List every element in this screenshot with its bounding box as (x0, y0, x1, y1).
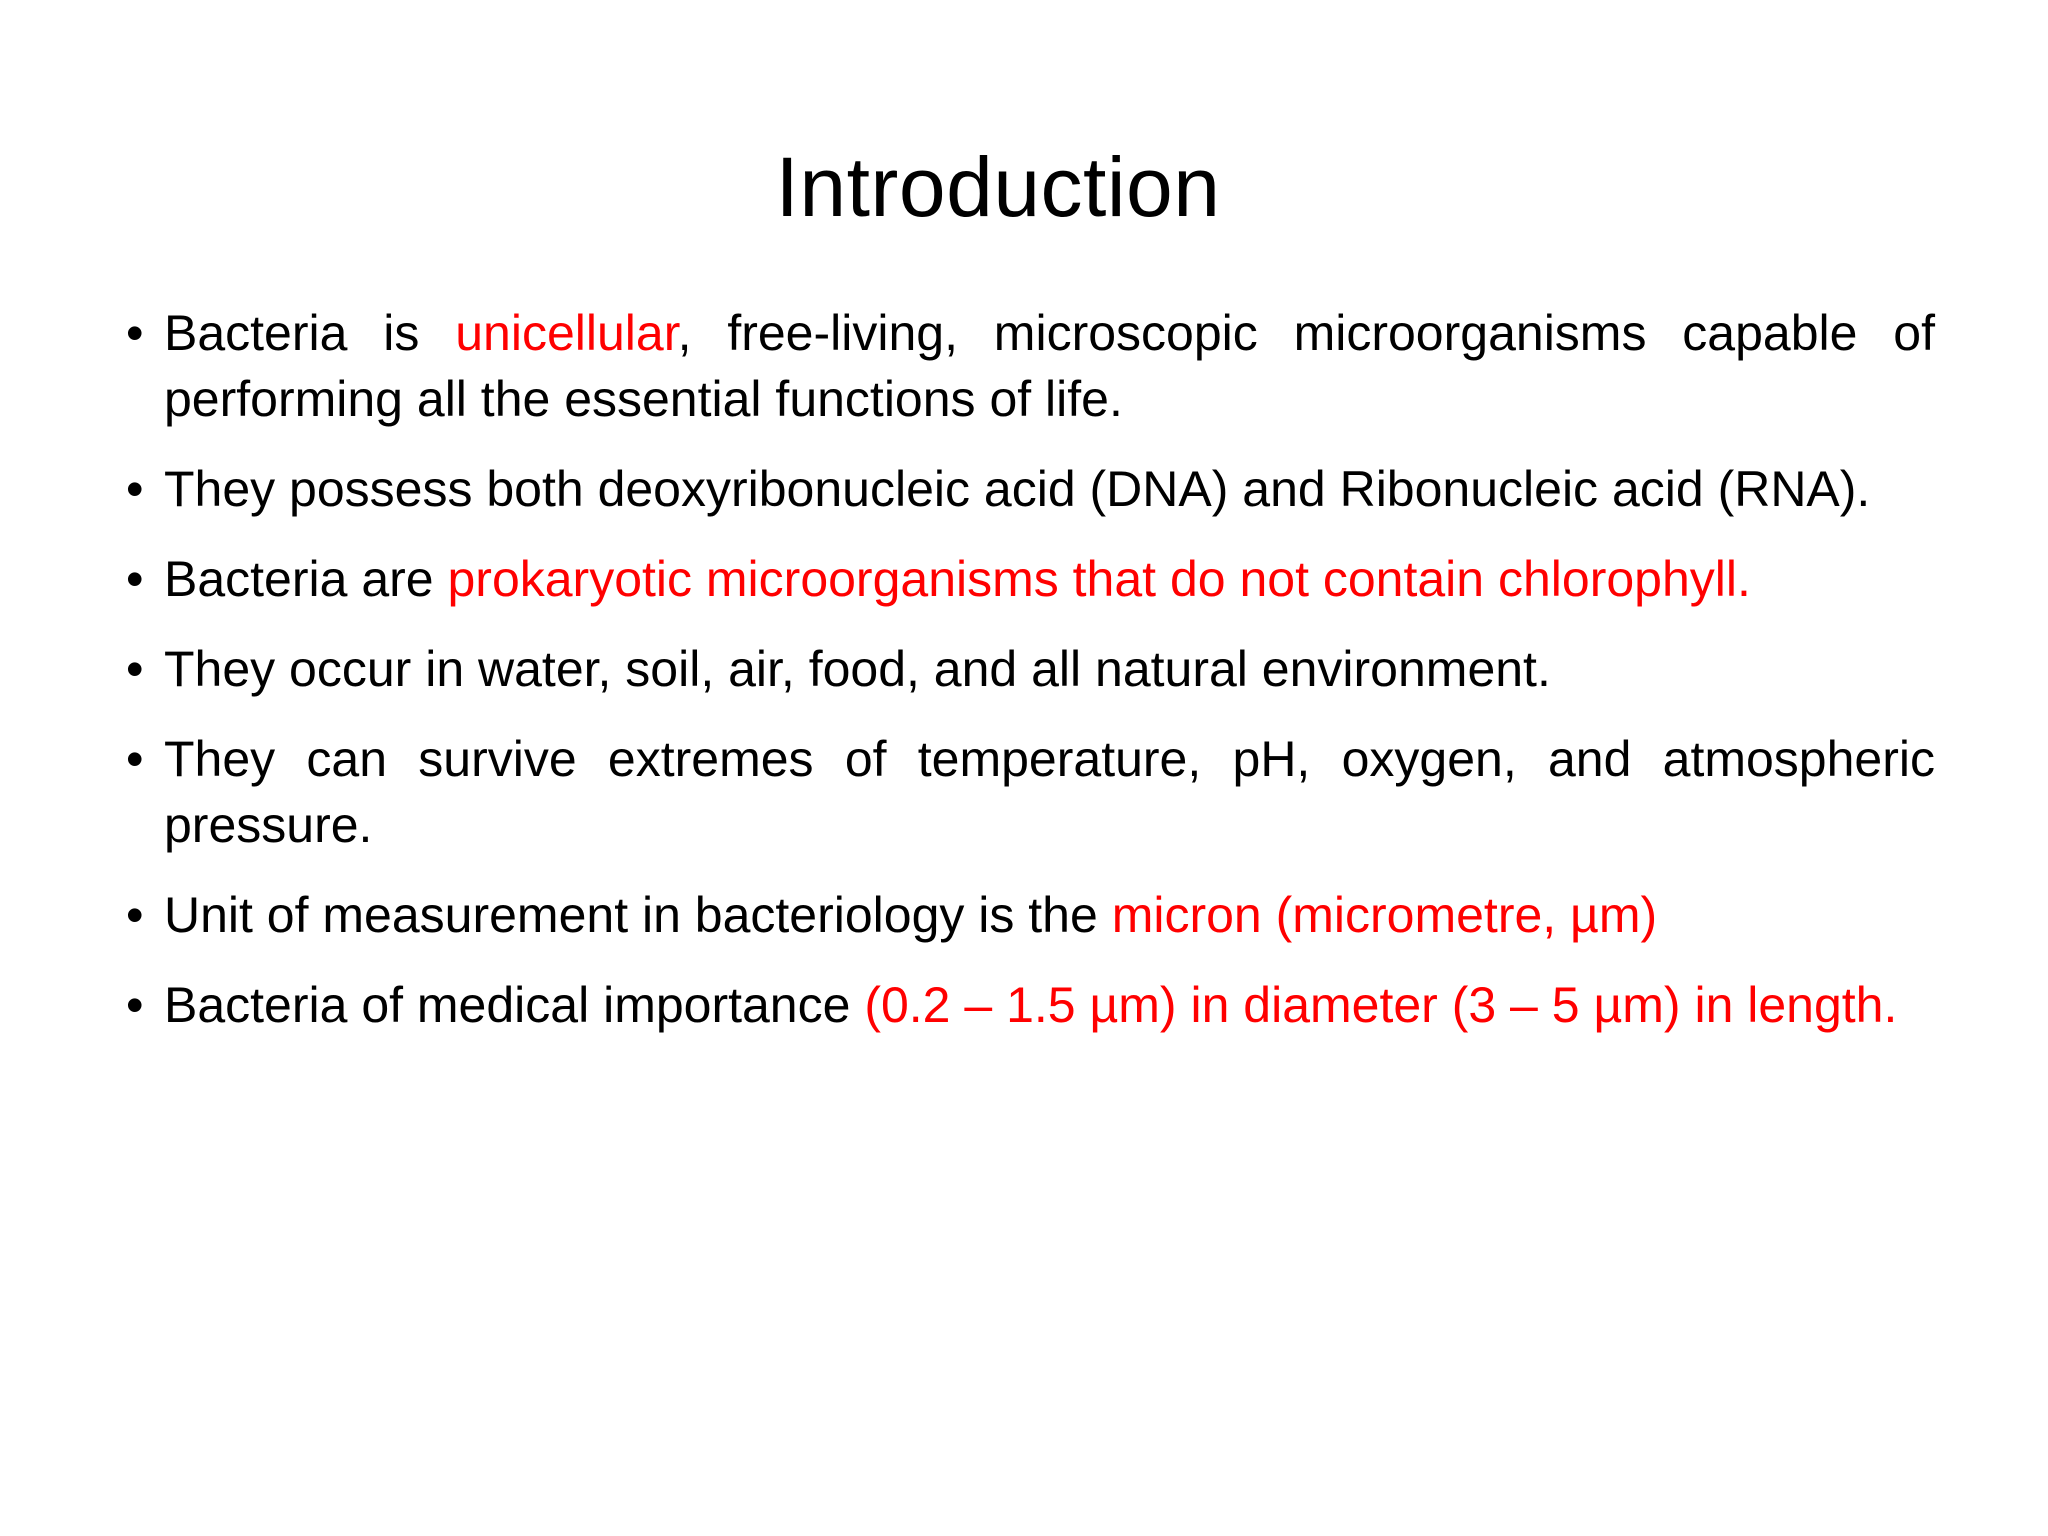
bullet-highlight: micron (micrometre, µm) (1111, 887, 1658, 943)
bullet-dot-icon: • (126, 641, 144, 697)
bullet-text: Bacteria is (164, 305, 456, 361)
bullet-text: Bacteria are (164, 551, 448, 607)
bullet-text: They occur in water, soil, air, food, and all natural environment. (164, 641, 1551, 697)
bullet-highlight: prokaryotic microorganisms that do not contain chlorophyll. (447, 551, 1751, 607)
bullet-text: Unit of measurement in bacteriology is the (164, 887, 1112, 943)
bullet-dot-icon: • (126, 887, 144, 943)
bullet-dot-icon: • (126, 461, 144, 517)
bullet-dot-icon: • (126, 731, 144, 787)
bullet-text: , free-living, microscopic microorganisms capable of performing all the essential functions of life. (164, 305, 1935, 427)
bullet-highlight: (0.2 – 1.5 µm) in diameter (3 – 5 µm) in length. (864, 977, 1898, 1033)
bullet-text: They can survive extremes of temperature, pH, oxygen, and atmospheric pressure. (164, 731, 1935, 853)
bullet-highlight: unicellular (455, 305, 678, 361)
bullet-item-3 (120, 546, 1935, 612)
bullet-item-4 (120, 636, 1935, 702)
bullet-dot-icon: • (126, 977, 144, 1033)
bullet-item-1 (120, 300, 1935, 432)
slide-title: Introduction (775, 140, 1221, 234)
bullet-dot-icon: • (126, 551, 144, 607)
bullet-item-5 (120, 726, 1935, 858)
bullet-text: Bacteria of medical importance (164, 977, 865, 1033)
bullet-text: They possess both deoxyribonucleic acid (DNA) and Ribonucleic acid (RNA). (164, 461, 1871, 517)
bullet-list (120, 300, 1935, 1062)
bullet-item-6 (120, 882, 1935, 948)
bullet-item-2 (120, 456, 1935, 522)
bullet-dot-icon: • (126, 305, 144, 361)
bullet-item-7 (120, 972, 1935, 1038)
